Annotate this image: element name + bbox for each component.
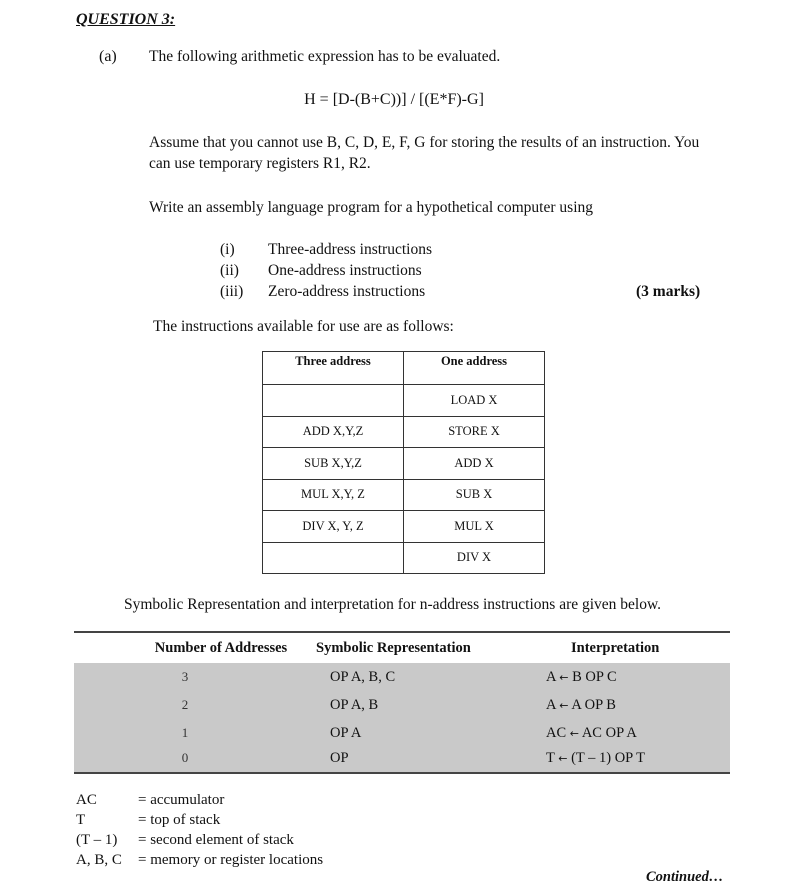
legend-term: T [76,812,86,828]
interpretation-expression: B OP C [572,669,617,685]
address-count: 1 [181,725,189,740]
one-address-cell: MUL X [404,511,545,543]
header-one-address: One address [404,352,545,385]
symbolic-form: OP [330,750,349,766]
address-count: 2 [181,697,189,712]
three-address-cell [263,542,404,574]
table-row [263,416,545,448]
one-address-cell: DIV X [404,542,545,574]
address-count: 3 [181,669,189,684]
interpretation [546,691,616,720]
three-address-cell: DIV X, Y, Z [263,511,404,543]
table-row [263,385,545,417]
interpretation-target: AC [546,725,567,741]
three-address-cell: SUB X,Y,Z [263,448,404,480]
interpretation-expression: A OP B [571,697,616,713]
table-row [74,719,730,747]
instructions-intro: The instructions available for use are as follows: [153,318,454,335]
marks-label: (3 marks) [636,283,701,300]
left-arrow-icon: ← [569,727,579,740]
symbolic-form: OP A, B, C [330,669,396,685]
interpretation-target: A [546,697,556,713]
legend-item [76,812,220,829]
sub-item-num: (i) [220,241,235,258]
formula: H = [D-(B+C))] / [(E*F)-G] [304,91,484,108]
header-three-address: Three address [263,352,404,385]
table-row [74,691,730,719]
one-address-cell: STORE X [404,416,545,448]
question-heading: QUESTION 3: [76,11,176,28]
interpretation [546,663,617,692]
legend-item [76,852,323,869]
address-count: 0 [181,750,189,765]
three-address-cell [263,385,404,417]
table-row [263,448,545,480]
one-address-cell: ADD X [404,448,545,480]
sub-item-text: One-address instructions [268,262,422,279]
assumption-line-1: Assume that you cannot use B, C, D, E, F, G for storing the results of an instruction. You [149,134,700,151]
legend-item [76,832,294,849]
left-arrow-icon: ← [558,752,568,765]
legend-item [76,792,224,809]
left-arrow-icon: ← [559,699,569,712]
legend-definition: = top of stack [138,812,221,828]
sub-item [220,262,422,280]
three-address-cell: ADD X,Y,Z [263,416,404,448]
interpretation-target: A [546,669,556,685]
part-label: (a) [99,48,117,65]
legend-definition: = second element of stack [138,832,294,848]
symbolic-intro: Symbolic Representation and interpretation for n-address instructions are given below. [124,596,662,613]
table-row [263,542,545,574]
header-symbolic-representation: Symbolic Representation [316,640,471,656]
interpretation [546,744,645,773]
header-number-of-addresses: Number of Addresses [154,640,288,656]
left-arrow-icon: ← [559,671,569,684]
table-row [263,511,545,543]
instructions-table [262,351,545,574]
sub-item-text: Three-address instructions [268,241,432,258]
symbolic-form: OP A, B [330,697,379,713]
sub-item-num: (iii) [220,283,244,300]
continued-label: Continued… [646,869,724,885]
interpretation-target: T [546,750,555,766]
assumption-line-2: can use temporary registers R1, R2. [149,155,371,172]
legend-definition: = memory or register locations [138,852,324,868]
table-row [74,744,730,772]
three-address-cell: MUL X,Y, Z [263,479,404,511]
sub-item [220,241,432,259]
interpretation-expression: (T – 1) OP T [571,750,645,766]
one-address-cell: SUB X [404,479,545,511]
legend-definition: = accumulator [138,792,225,808]
table-bottom-rule [74,772,730,774]
interpretation-expression: AC OP A [581,725,637,741]
table-row [74,663,730,691]
legend-term: (T – 1) [76,832,118,848]
sub-item [220,283,425,301]
intro-text: The following arithmetic expression has to be evaluated. [149,48,501,65]
legend-term: A, B, C [76,852,122,868]
table-header-row [263,352,545,385]
one-address-cell: LOAD X [404,385,545,417]
task-text: Write an assembly language program for a hypothetical computer using [149,199,593,216]
sub-item-num: (ii) [220,262,239,279]
legend-term: AC [76,792,97,808]
header-interpretation: Interpretation [571,640,660,656]
sub-item-text: Zero-address instructions [268,283,426,300]
table-row [263,479,545,511]
symbolic-table-header [74,633,730,663]
symbolic-form: OP A [330,725,362,741]
